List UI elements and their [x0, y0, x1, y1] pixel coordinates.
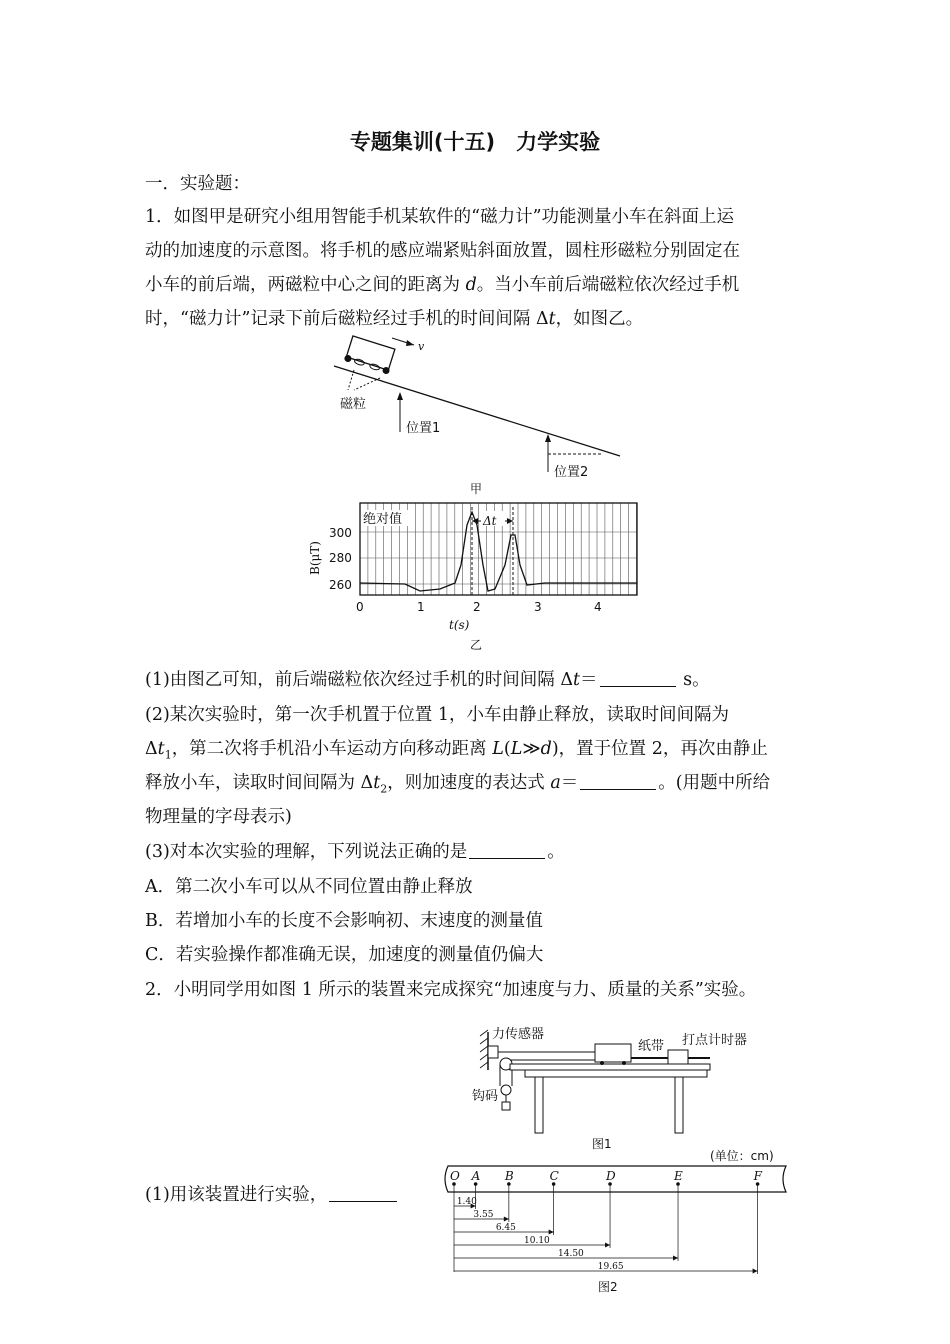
unit-label: (单位：cm): [710, 1149, 774, 1163]
tape-label: 纸带: [638, 1039, 665, 1054]
ytick-300: 300: [329, 526, 352, 540]
dimension-label: 19.65: [597, 1262, 624, 1272]
figure-incline: [320, 330, 640, 495]
x-axis-label: t(s): [449, 618, 470, 632]
option-a: A．第二次小车可以从不同位置由静止释放: [145, 877, 473, 897]
distance-dimensions: [454, 1197, 758, 1274]
xtick-3: 3: [534, 600, 542, 614]
dimension-arrow: [605, 1243, 610, 1248]
xtick-0: 0: [356, 600, 364, 614]
timer-icon: [668, 1050, 688, 1064]
option-c: C．若实验操作都准确无误，加速度的测量值仍偏大: [145, 945, 544, 965]
velocity-label: v: [418, 340, 425, 353]
ytick-280: 280: [329, 551, 352, 565]
tape-point-label: E: [674, 1169, 683, 1183]
dimension-arrow: [504, 1217, 509, 1222]
q1-line-4: 时，“磁力计”记录下前后磁粒经过手机的时间间隔 Δt，如图乙。: [145, 309, 644, 329]
answer-blank-2[interactable]: [580, 773, 656, 790]
page-title: 专题集训(十五) 力学实验: [349, 130, 601, 154]
hook-weight-icon: [502, 1102, 510, 1110]
q1-part-2-line-2: $\Delta t_1$，第二次将手机沿小车运动方向移动距离 L(L≫d)，置于位置 2，再次由静止: [145, 739, 768, 762]
tape-point-label: D: [606, 1169, 616, 1183]
tape-point-label: F: [753, 1169, 762, 1183]
xtick-1: 1: [417, 600, 425, 614]
dimension-arrow: [753, 1269, 758, 1274]
figure-b-caption: 乙: [470, 638, 483, 652]
q1-line-1: 1．如图甲是研究小组用智能手机某软件的“磁力计”功能测量小车在斜面上运: [145, 207, 735, 227]
q1-part-2-line-4: 物理量的字母表示): [145, 807, 292, 827]
dimension-label: 14.50: [558, 1249, 584, 1259]
q2-line-1: 2．小明同学用如图 1 所示的装置来完成探究“加速度与力、质量的关系”实验。: [145, 980, 757, 1000]
q1-line-3: 小车的前后端，两磁粒中心之间的距离为 d。当小车前后端磁粒依次经过手机: [145, 275, 740, 295]
q1-part-2-line-1: (2)某次实验时，第一次手机置于位置 1，小车由静止释放，读取时间间隔为: [145, 705, 729, 725]
absolute-value-label: 绝对值: [363, 512, 403, 527]
hook-label: 钩码: [472, 1089, 499, 1104]
tape-point-label: C: [549, 1169, 559, 1183]
dimension-arrow: [673, 1256, 678, 1261]
answer-blank-1[interactable]: [600, 670, 676, 687]
dt-label: Δt: [483, 514, 497, 528]
dimension-label: 1.40: [456, 1197, 477, 1207]
car-icon: [344, 336, 397, 375]
option-b: B．若增加小车的长度不会影响初、末速度的测量值: [145, 911, 543, 931]
figure-2-caption: 图2: [598, 1280, 618, 1293]
figure-paper-tape: [438, 1148, 798, 1293]
q2-part-1: (1)用该装置进行实验，: [145, 1183, 399, 1207]
dimension-label: 10.10: [524, 1236, 550, 1246]
dimension-label: 3.55: [473, 1210, 494, 1220]
timer-label: 打点计时器: [682, 1033, 748, 1048]
dimension-arrow: [549, 1230, 554, 1235]
xtick-4: 4: [594, 600, 602, 614]
q1-part-1: (1)由图乙可知，前后端磁粒依次经过手机的时间间隔 Δt＝ s。: [145, 670, 710, 690]
dimension-label: 6.45: [495, 1223, 516, 1233]
figure-apparatus: [470, 1020, 790, 1155]
position-2-label: 位置2: [554, 465, 589, 480]
q1-line-2: 动的加速度的示意图。将手机的感应端紧贴斜面放置，圆柱形磁粒分别固定在: [145, 241, 740, 261]
tape-point-label: O: [450, 1169, 460, 1183]
figure-1-caption: 图1: [592, 1137, 612, 1151]
xtick-2: 2: [473, 600, 481, 614]
tape-point-label: A: [471, 1169, 481, 1183]
figure-a-caption: 甲: [470, 482, 483, 495]
magnet-label: 磁粒: [340, 397, 367, 412]
answer-blank-3[interactable]: [469, 842, 545, 859]
ytick-260: 260: [329, 578, 352, 592]
cart-icon: [595, 1044, 631, 1062]
y-axis-label: B(μT): [308, 541, 322, 575]
q1-part-3: (3)对本次实验的理解，下列说法正确的是 。: [145, 842, 565, 862]
figure-magnetometer-graph: [305, 495, 650, 655]
position-1-label: 位置1: [406, 421, 441, 436]
answer-blank-4[interactable]: [329, 1185, 397, 1202]
q1-part-2-line-3: 释放小车，读取时间间隔为 $\Delta t_2$，则加速度的表达式 a＝ 。(用题中所给: [145, 773, 771, 796]
tape-point-label: B: [504, 1169, 514, 1183]
section-heading: 一．实验题：: [145, 174, 250, 194]
sensor-label: 力传感器: [492, 1027, 545, 1042]
